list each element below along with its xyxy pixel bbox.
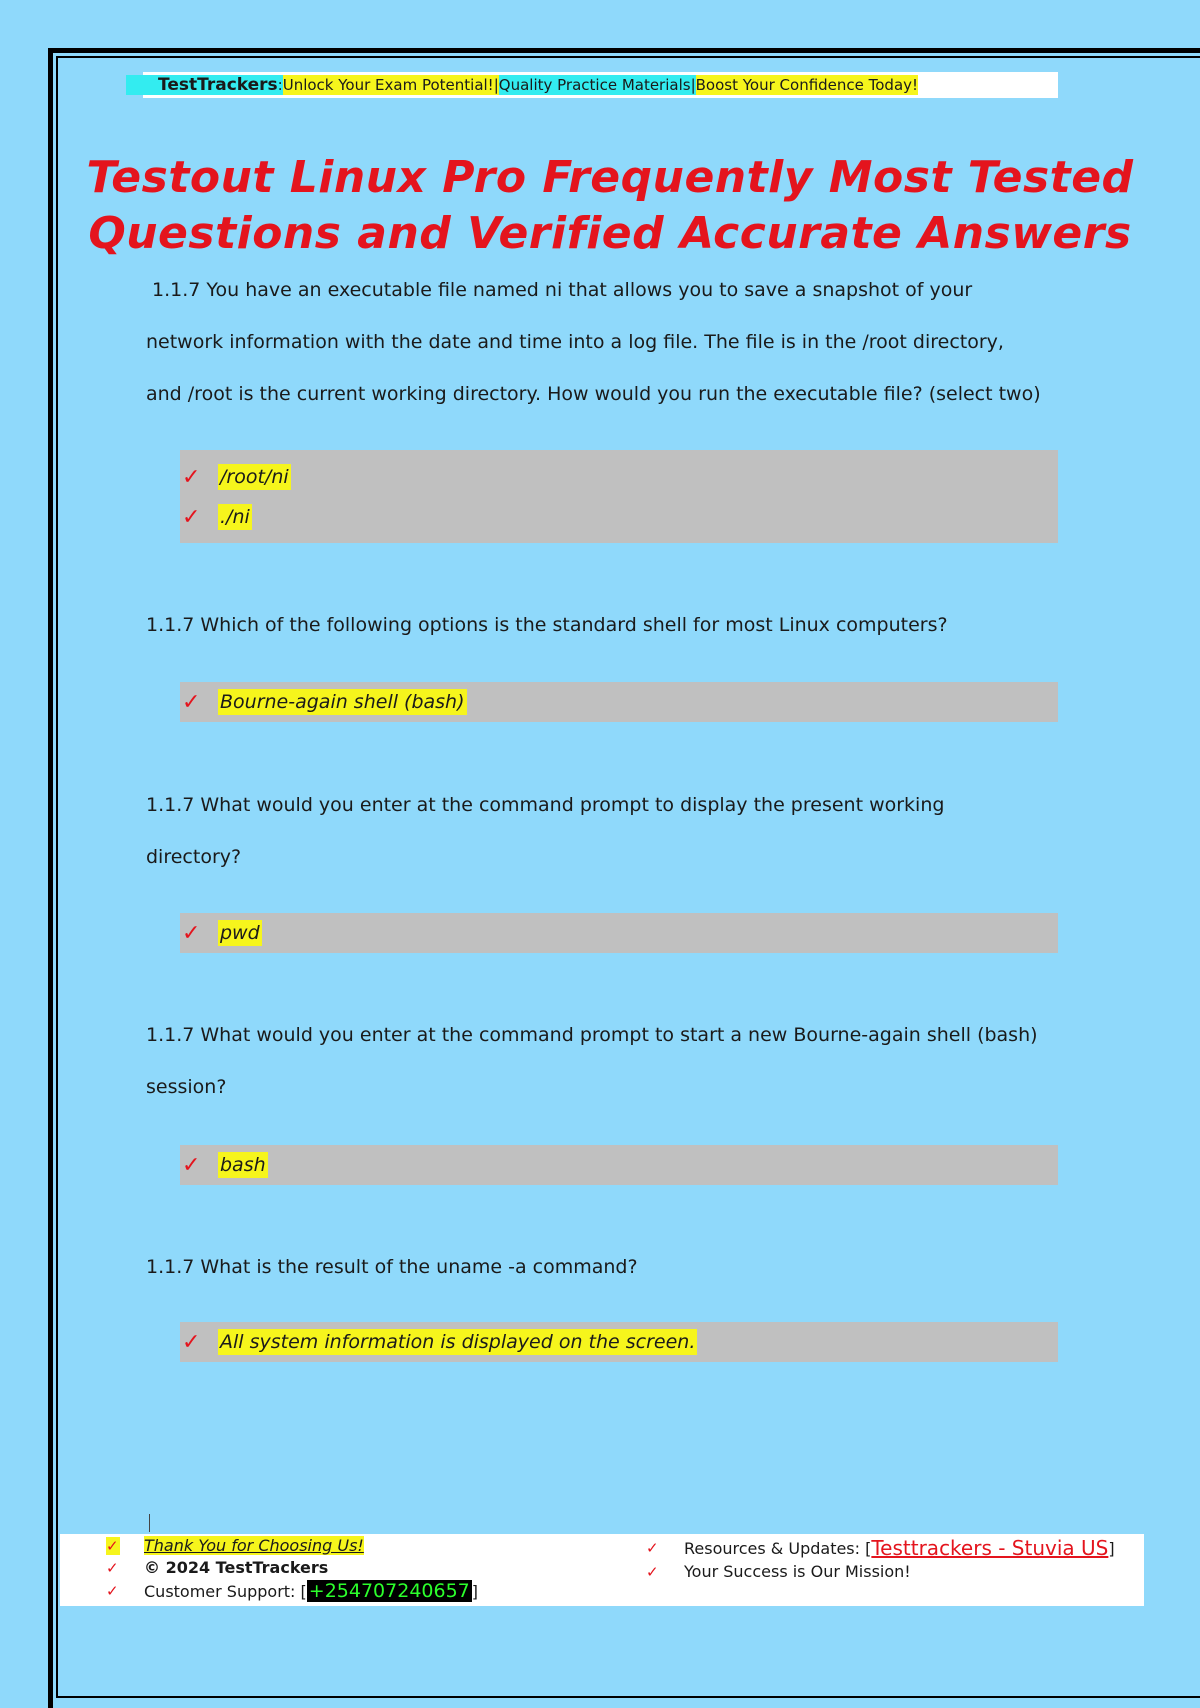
check-icon: ✓	[182, 1152, 201, 1178]
answer-box-2	[180, 682, 1058, 722]
resources-label: Resources & Updates: [	[684, 1538, 872, 1558]
question-line: session?	[146, 1076, 227, 1098]
answer-item	[180, 688, 467, 716]
footer-thanks: Thank You for Choosing Us!	[144, 1536, 364, 1555]
footer-thanks-row	[106, 1536, 364, 1555]
check-icon: ✓	[182, 504, 201, 530]
brand-name: TestTrackers	[126, 75, 278, 95]
answer-item	[180, 1151, 268, 1179]
check-icon: ✓	[106, 1536, 119, 1555]
header-separator: |	[493, 76, 499, 94]
question-line: and /root is the current working directory. How would you run the executable file? (select two)	[146, 383, 1041, 405]
question-line: 1.1.7 What would you enter at the command prompt to start a new Bourne-again shell (bash)	[146, 1024, 1038, 1046]
question-line: 1.1.7 Which of the following options is the standard shell for most Linux computers?	[146, 614, 948, 636]
header-tagline-2: Quality Practice Materials	[498, 76, 691, 94]
footer-mission: Your Success is Our Mission!	[684, 1562, 911, 1581]
answer-box-3	[180, 913, 1058, 953]
question-2	[146, 599, 1066, 651]
title-line-2: Questions and Verified Accurate Answers	[88, 208, 1132, 259]
header-separator: :	[277, 76, 283, 94]
answer-box-4	[180, 1145, 1058, 1185]
check-icon: ✓	[646, 1562, 659, 1581]
check-icon: ✓	[182, 1329, 201, 1355]
footer	[60, 1534, 1144, 1606]
footer-copyright-row	[106, 1558, 328, 1577]
question-line: network information with the date and time into a log file. The file is in the /root directory,	[146, 331, 1004, 353]
footer-copyright: © 2024 TestTrackers	[144, 1558, 329, 1577]
answer-item	[180, 503, 252, 531]
check-icon: ✓	[182, 464, 201, 490]
page-border-bottom	[56, 1696, 1200, 1698]
question-4	[146, 1009, 1066, 1113]
text-cursor	[149, 1514, 150, 1532]
header-banner	[143, 72, 1058, 98]
check-icon: ✓	[106, 1582, 119, 1600]
question-1	[146, 264, 1066, 420]
question-line: directory?	[146, 846, 242, 868]
check-icon: ✓	[646, 1539, 659, 1557]
answer-box-1	[180, 450, 1058, 543]
answer-text: pwd	[220, 922, 260, 944]
answer-item	[180, 463, 291, 491]
footer-support-row	[106, 1580, 478, 1602]
question-line: 1.1.7 You have an executable file named ni that allows you to save a snapshot of your	[146, 279, 973, 301]
question-5	[146, 1241, 1066, 1293]
answer-text: ./ni	[220, 506, 250, 528]
header-separator: |	[690, 76, 696, 94]
check-icon: ✓	[106, 1558, 119, 1577]
answer-text: bash	[220, 1154, 266, 1176]
answer-text: All system information is displayed on the screen.	[220, 1331, 696, 1353]
header-tagline-3: Boost Your Confidence Today!	[695, 76, 919, 94]
title-line-1: Testout Linux Pro Frequently Most Tested	[86, 152, 1134, 203]
support-phone[interactable]: +254707240657	[308, 1580, 470, 1602]
answer-text: /root/ni	[220, 466, 289, 488]
footer-resources-row	[646, 1536, 1115, 1560]
footer-mission-row	[646, 1562, 911, 1581]
answer-item	[180, 1328, 697, 1356]
support-label: Customer Support: [	[144, 1581, 307, 1601]
question-3	[146, 779, 1066, 883]
answer-text: Bourne-again shell (bash)	[220, 691, 465, 713]
check-icon: ✓	[182, 689, 201, 715]
resources-bracket: ]	[1108, 1538, 1115, 1558]
answer-box-5	[180, 1322, 1058, 1362]
resources-link[interactable]: Testtrackers - Stuvia US	[871, 1536, 1109, 1560]
question-line: 1.1.7 What is the result of the uname -a command?	[146, 1256, 638, 1278]
support-bracket: ]	[471, 1581, 479, 1601]
question-line: 1.1.7 What would you enter at the command prompt to display the present working	[146, 794, 945, 816]
answer-item	[180, 919, 262, 947]
check-icon: ✓	[182, 920, 201, 946]
header-tagline-1: Unlock Your Exam Potential!	[282, 76, 494, 94]
page-title	[60, 150, 1160, 262]
